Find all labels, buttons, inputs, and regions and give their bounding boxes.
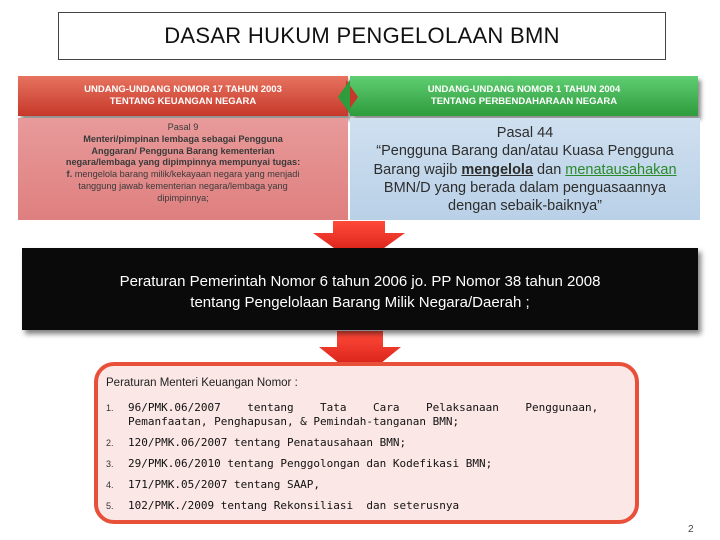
page-number: 2	[688, 524, 694, 535]
menatausahakan-underlined: menatausahakan	[565, 161, 677, 178]
pmk-list-box	[94, 362, 639, 524]
page-title: DASAR HUKUM PENGELOLAAN BMN	[58, 12, 666, 60]
header-left-line2: TENTANG KEUANGAN NEGARA	[109, 96, 257, 107]
pasal-9-line1: Menteri/pimpinan lembaga sebagai Pengguna	[83, 133, 283, 144]
header-right-line2: TENTANG PERBENDAHARAAN NEGARA	[430, 96, 618, 107]
list-item	[106, 457, 623, 471]
list-item-text-cont: Pemanfaatan, Penghapusan, & Pemindah-tanganan BMN;	[128, 415, 460, 429]
list-item-text: 171/PMK.05/2007 tentang SAAP,	[128, 478, 321, 492]
list-item-number: 3.	[106, 459, 114, 470]
item-f-label: f.	[66, 169, 73, 180]
list-item-text: 102/PMK./2009 tentang Rekonsiliasi dan seterusnya	[128, 499, 460, 513]
item-f-text2: tanggung jawab kementerian negara/lembaga yang	[78, 180, 288, 191]
pp-line2: tentang Pengelolaan Barang Milik Negara/Daerah ;	[190, 294, 530, 312]
list-item-number: 4.	[106, 480, 114, 491]
list-item	[106, 401, 623, 429]
mengelola-underlined: mengelola	[461, 161, 534, 178]
pasal-9-line3: negara/lembaga yang dipimpinnya mempunyai tugas:	[65, 157, 301, 168]
pasal-9-title: Pasal 9	[167, 122, 199, 132]
list-item-text: 96/PMK.06/2007 tentang Tata Cara Pelaksanaan Penggunaan,	[128, 401, 599, 414]
pasal-44-title: Pasal 44	[496, 125, 554, 141]
item-f-text3: dipimpinnya;	[157, 192, 209, 203]
list-item	[106, 436, 623, 450]
item-f-text1: mengelola barang milik/kekayaan negara yang menjadi	[72, 169, 300, 180]
pasal-44-line3: BMN/D yang berada dalam penguasaannya	[383, 179, 667, 196]
pasal-44-line1: “Pengguna Barang dan/atau Kuasa Pengguna	[376, 143, 674, 160]
list-item	[106, 499, 623, 513]
list-item-number: 1.	[106, 403, 114, 413]
list-item-number: 2.	[106, 438, 114, 449]
pp-6-2006-box	[22, 248, 698, 330]
line2-part-a: Barang wajib	[373, 161, 462, 178]
pasal-44-line4: dengan sebaik-baiknya”	[448, 198, 602, 215]
list-item-text: 29/PMK.06/2010 tentang Penggolongan dan Kodefikasi BMN;	[128, 457, 493, 471]
pmk-heading: Peraturan Menteri Keuangan Nomor :	[106, 377, 298, 389]
list-item-text: 120/PMK.06/2007 tentang Penatausahaan BMN;	[128, 436, 407, 450]
pasal-9-line2: Anggaran/ Pengguna Barang kementerian	[91, 145, 275, 156]
line2-part-c: dan	[533, 161, 566, 178]
header-left-line1: UNDANG-UNDANG NOMOR 17 TAHUN 2003	[84, 84, 282, 96]
header-right-line1: UNDANG-UNDANG NOMOR 1 TAHUN 2004	[427, 84, 621, 96]
list-item-number: 5.	[106, 501, 114, 512]
pp-line1-a: Peraturan Pemerintah Nomor 6 tahun 2006 jo.	[119, 273, 432, 290]
list-item	[106, 478, 623, 492]
pp-line1	[22, 271, 698, 292]
pp-line1-b: PP Nomor 38 tahun 2008	[431, 273, 601, 290]
